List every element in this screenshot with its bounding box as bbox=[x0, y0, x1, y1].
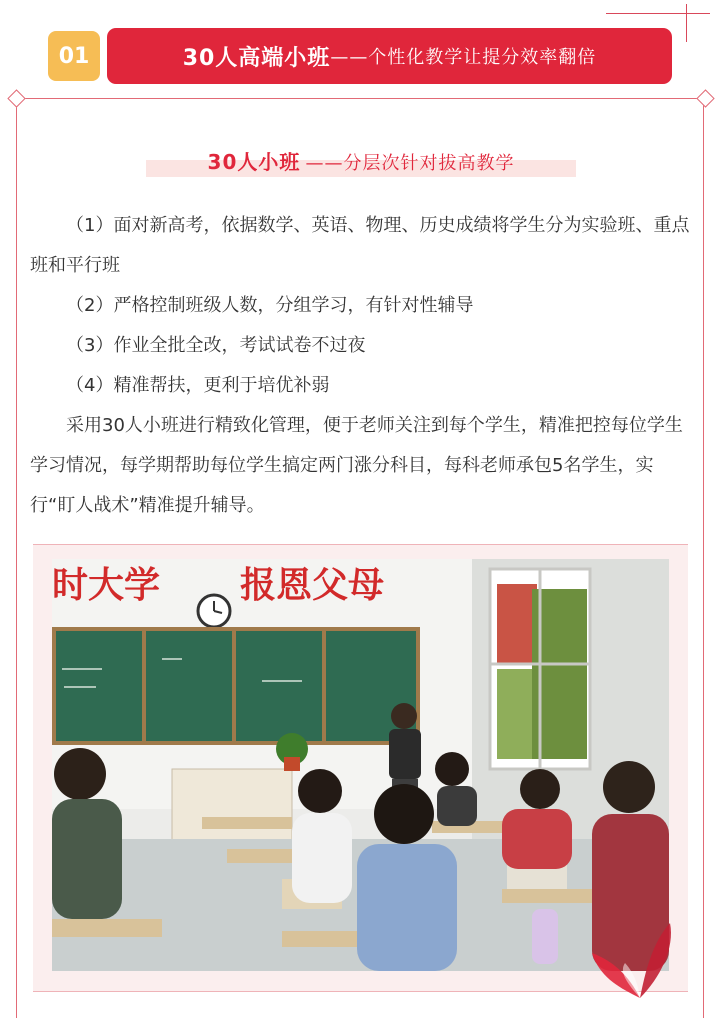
section-title-sub: ——个性化教学让提分效率翻倍 bbox=[330, 47, 597, 68]
corner-decoration-line bbox=[606, 13, 710, 14]
paragraph: （3）作业全批全改，考试试卷不过夜 bbox=[66, 335, 366, 356]
section-heading bbox=[107, 28, 672, 84]
section-title-main: 30人高端小班 bbox=[182, 45, 331, 71]
paragraph: （1）面对新高考，依据数学、英语、物理、历史成绩将学生分为实验班、重点班和平行班 bbox=[30, 215, 690, 276]
subheading-sub: ——分层次针对拔高教学 bbox=[305, 153, 515, 174]
subheading bbox=[146, 146, 576, 175]
corner-decoration-line bbox=[686, 4, 687, 42]
section-number: 01 bbox=[58, 43, 90, 69]
article-body bbox=[30, 206, 690, 526]
paragraph: 采用30人小班进行精致化管理，便于老师关注到每个学生，精准把控每位学生学习情况，每学期帮助每位学生搞定两门涨分科目，每科老师承包5名学生，实行“盯人战术”精准提升辅导。 bbox=[30, 415, 683, 516]
paragraph: （2）严格控制班级人数，分组学习，有针对性辅导 bbox=[66, 295, 474, 316]
wall-banner-right: 报恩父母 bbox=[240, 564, 385, 605]
wall-banner-left: 时大学 bbox=[52, 564, 161, 605]
butterfly-decoration bbox=[590, 918, 690, 1008]
classroom-photo bbox=[52, 559, 669, 971]
paragraph: （4）精准帮扶，更利于培优补弱 bbox=[66, 375, 330, 396]
subheading-main: 30人小班 bbox=[207, 150, 301, 174]
section-number-badge bbox=[48, 31, 100, 81]
